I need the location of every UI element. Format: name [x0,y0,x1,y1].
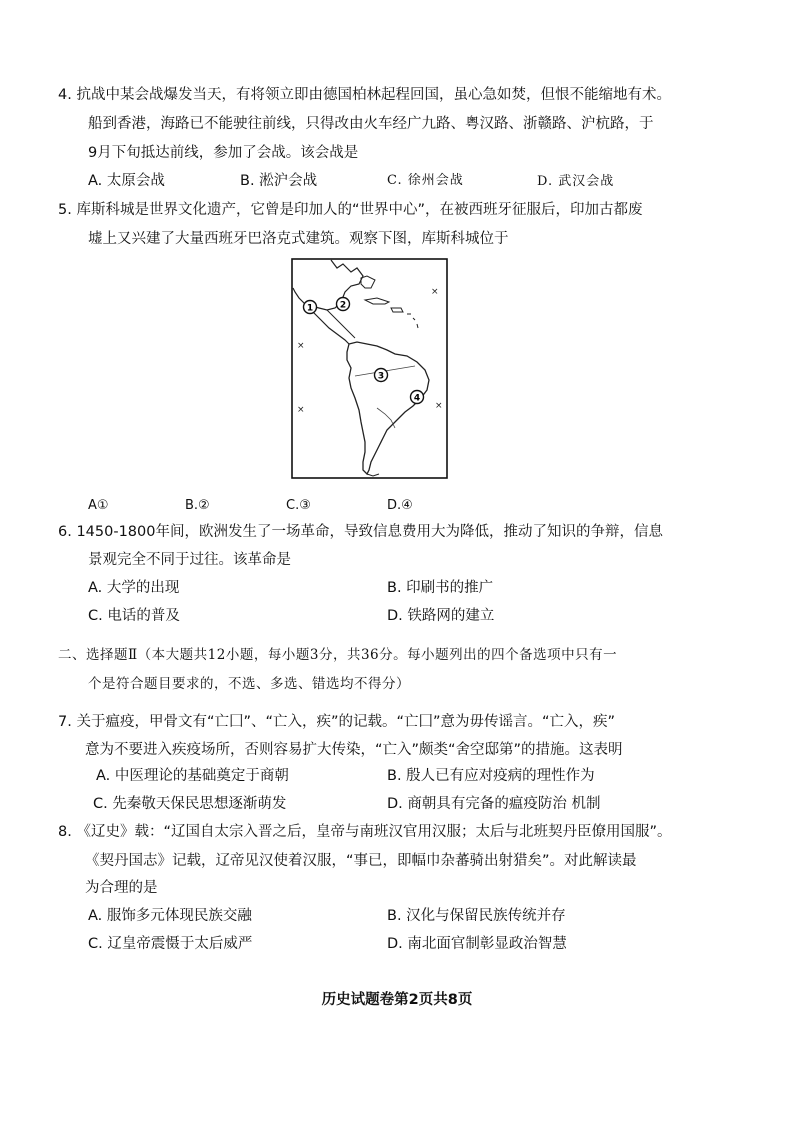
map-grid-mark: × [297,341,305,351]
map-marker-1 [304,301,317,314]
q5-option-d: D.④ [387,498,413,513]
map-marker-4 [411,391,424,404]
q5-option-c: C.③ [286,498,311,513]
svg-text:4: 4 [413,393,421,404]
q5-option-b: B.② [185,498,210,513]
q8-stem-line-1: 8. 《辽史》载：“辽国自太宗入晋之后，皇帝与南班汉官用汉服；太后与北班契丹臣僚用国服”。 [58,824,672,840]
q6-stem-line-2: 景观完全不同于过往。该革命是 [88,552,291,568]
q8-option-b: B. 汉化与保留民族传统并存 [387,908,566,924]
page-footer: 历史试题卷第2页共8页 [321,992,473,1008]
q4-stem-line-3: 9月下旬抵达前线，参加了会战。该会战是 [88,145,359,161]
q8-option-a: A. 服饰多元体现民族交融 [88,908,252,924]
q4-option-a: A. 太原会战 [88,173,165,189]
q6-option-b: B. 印刷书的推广 [387,580,494,596]
map-grid-mark: × [431,287,439,297]
q8-stem-line-3: 为合理的是 [85,880,158,896]
q8-stem-line-2: 《契丹国志》记载，辽帝见汉使着汉服，“事已，即幅巾杂蕃骑出射猎矣”。对此解读最 [85,853,637,869]
q4-stem-line-2: 船到香港，海路已不能驶往前线，只得改由火车经广九路、粤汉路、浙赣路、沪杭路，于 [88,116,654,132]
q4-option-b: B. 淞沪会战 [240,173,318,189]
q5-option-a: A① [88,498,109,513]
q6-option-a: A. 大学的出现 [88,580,180,596]
q5-stem-line-2: 墟上又兴建了大量西班牙巴洛克式建筑。观察下图，库斯科城位于 [88,231,509,247]
q7-option-b: B. 殷人已有应对疫病的理性作为 [387,768,595,784]
map-marker-2 [337,298,350,311]
q7-option-c: C. 先秦敬天保民思想逐渐萌发 [93,796,287,812]
svg-text:3: 3 [377,371,385,382]
map-grid-mark: × [297,405,305,415]
latin-america-map [291,258,448,479]
section-2-heading-line-2: 个是符合题目要求的，不选、多选、错选均不得分） [88,676,410,692]
q5-stem-line-1: 5. 库斯科城是世界文化遗产，它曾是印加人的“世界中心”，在被西班牙征服后，印加古都废 [58,202,643,218]
q6-option-c: C. 电话的普及 [88,608,180,624]
q6-option-d: D. 铁路网的建立 [387,608,495,624]
q8-option-d: D. 南北面官制彰显政治智慧 [387,936,567,952]
svg-text:2: 2 [339,300,347,311]
section-2-heading-line-1: 二、选择题Ⅱ（本大题共12小题，每小题3分，共36分。每小题列出的四个备选项中只有一 [58,647,618,663]
q4-option-c: C. 徐州会战 [387,173,464,188]
map-marker-3 [375,369,388,382]
q4-stem-line-1: 4. 抗战中某会战爆发当天，有将领立即由德国柏林起程回国，虽心急如焚，但恨不能缩地有术。 [58,87,671,103]
q8-option-c: C. 辽皇帝震慑于太后威严 [88,936,253,952]
svg-text:1: 1 [306,303,314,314]
q7-stem-line-2: 意为不要进入疾疫场所，否则容易扩大传染，“亡入”颇类“舍空邸第”的措施。这表明 [85,742,623,758]
q6-stem-line-1: 6. 1450-1800年间，欧洲发生了一场革命，导致信息费用大为降低，推动了知识的争辩，信息 [58,524,663,540]
q7-option-d: D. 商朝具有完备的瘟疫防治 机制 [387,796,601,812]
q7-stem-line-1: 7. 关于瘟疫，甲骨文有“亡囗”、“亡入，疾”的记载。“亡囗”意为毋传谣言。“亡入，疾” [58,714,616,730]
q7-option-a: A. 中医理论的基础奠定于商朝 [96,768,289,784]
map-grid-mark: × [435,401,443,411]
q4-option-d: D. 武汉会战 [537,174,615,189]
